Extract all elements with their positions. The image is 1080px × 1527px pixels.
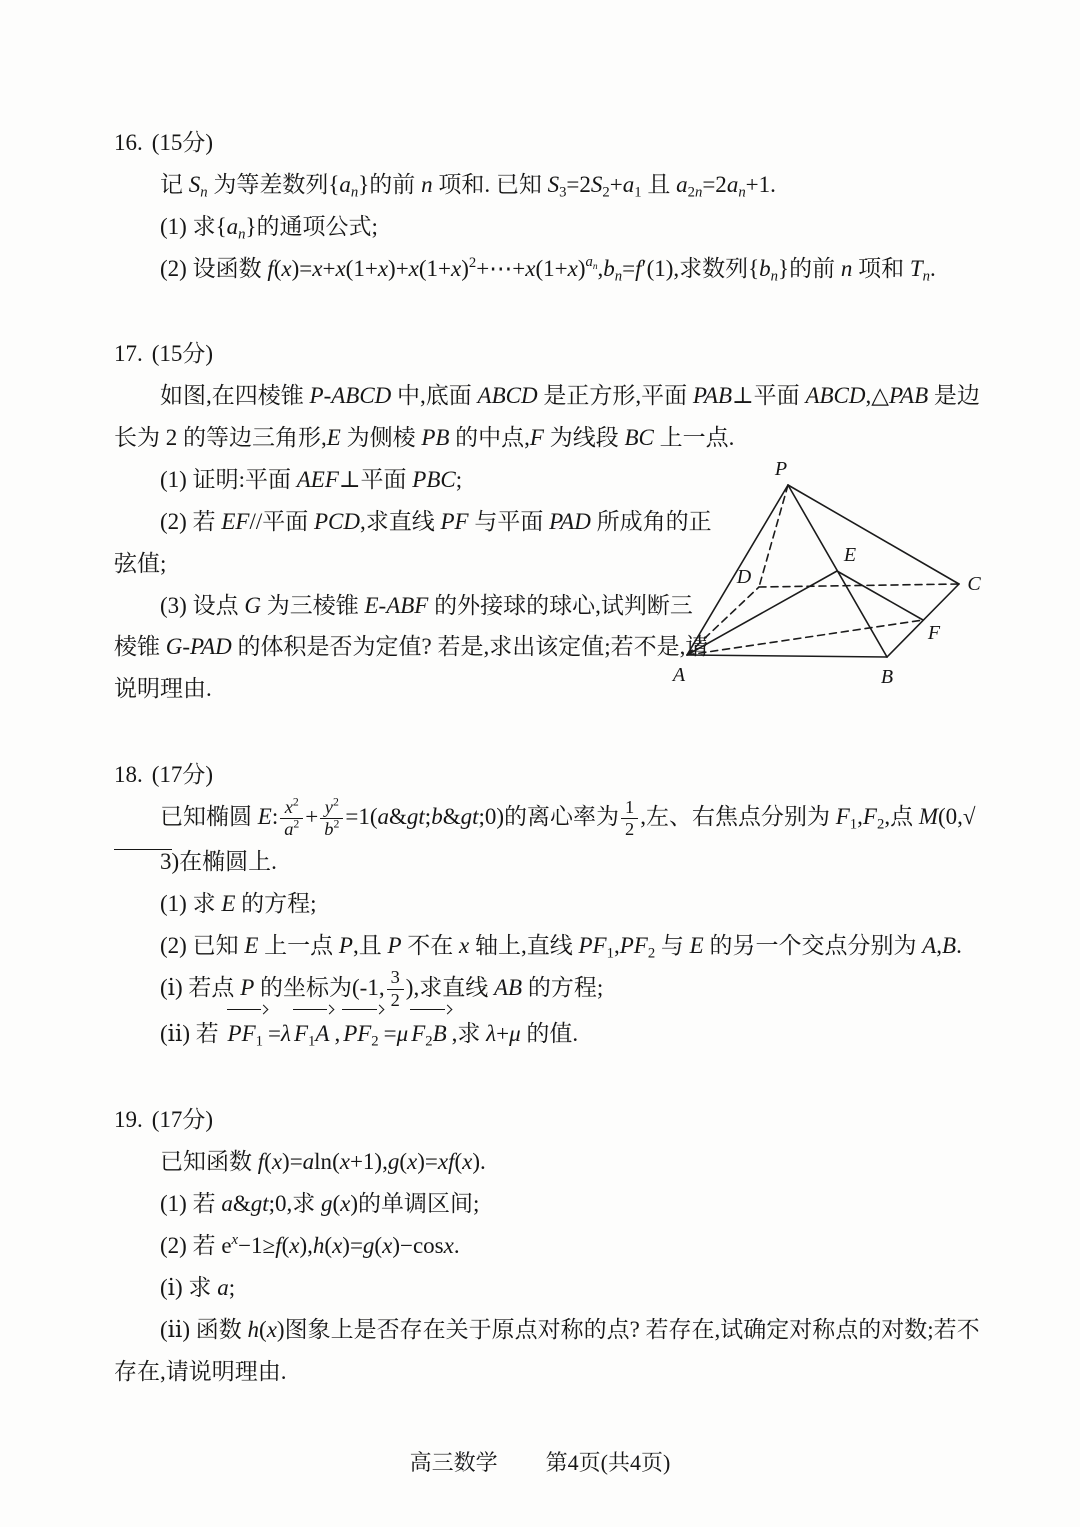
footer-page-info: 第4页(共4页) bbox=[545, 1449, 671, 1475]
problem-18-intro: 已知椭圆 E: $\frac{x^2}{a^2}$ + $\frac{y^2}{b^2}$ =1(a&gt;b&gt;0)的离心率为 $\frac{1}{2}$ ,左、右焦点分别为 $F_1,F_2$,点 M(0,√3)在椭圆上. bbox=[114, 796, 986, 883]
problem-18-header bbox=[114, 754, 986, 796]
problem-17-intro: 如图,在四棱锥 P-ABCD 中,底面 ABCD 是正方形,平面 PAB⊥平面 ABCD,△PAB 是边长为 2 的等边三角形,E 为侧棱 PB 的中点,F 为线段 BC 上一点. bbox=[114, 383, 980, 451]
problem-18-part2-ii: (ⅱ) 若 $PF_1 =\lambda$ $F_1A$ , $PF_2 =\mu$ $F_2B$ ,求 λ+μ 的值. bbox=[114, 1011, 986, 1055]
problem-18-number: 18. bbox=[114, 762, 143, 788]
problem-16-number: 16. bbox=[114, 130, 143, 155]
problem-19-part2-ii: (ⅱ) 函数 h(x)图象上是否存在关于原点对称的点? 若存在,试确定对称点的对数;若不存在,请说明理由. bbox=[114, 1316, 980, 1384]
problem-16-score: (15分) bbox=[151, 130, 214, 155]
edge-PC bbox=[788, 485, 959, 584]
problem-19-header bbox=[114, 1099, 986, 1141]
edge-PD bbox=[759, 485, 788, 587]
problem-19-intro: 已知函数 f(x)=aln(x+1),g(x)=xf(x). bbox=[160, 1149, 486, 1175]
vertex-label-C: C bbox=[967, 573, 981, 596]
edge-AF bbox=[687, 620, 923, 655]
vertex-label-E: E bbox=[843, 544, 857, 567]
problem-16-part1: (1) 求$\{a_n\}$的通项公式; bbox=[160, 213, 378, 243]
problem-19-score: (17分) bbox=[151, 1107, 214, 1133]
vertex-label-D: D bbox=[736, 566, 752, 589]
problem-17-number: 17. bbox=[114, 341, 143, 367]
edge-EF bbox=[837, 571, 923, 620]
problem-19-part2-i: (ⅰ) 求 a; bbox=[160, 1274, 236, 1300]
footer-course: 高三数学 bbox=[409, 1449, 498, 1475]
edge-AE bbox=[687, 571, 837, 655]
problem-19-number: 19. bbox=[114, 1107, 143, 1133]
problem-18-part1: (1) 求 E 的方程; bbox=[160, 890, 317, 916]
problem-16-header bbox=[114, 122, 986, 164]
vertex-label-P: P bbox=[774, 458, 788, 481]
problem-17-body bbox=[114, 459, 986, 710]
problem-16-intro: 记 $S_n$ 为等差数列$\{a_n\}$的前 n 项和. 已知 $S_3=2S_2+a_1$ 且 $a_{2n}=2a_n+1$. bbox=[160, 171, 776, 201]
problem-16-part2: (2) 设函数 $f(x)=x+x(1+x)+x(1+x)^2+\cdots+x(1+x)^{a_n},b_n=f'(1)$,求数列$\{b_n\}$的前 n 项和 $T_n$. bbox=[160, 254, 936, 285]
pyramid-figure bbox=[664, 455, 1000, 695]
vertex-label-A: A bbox=[672, 664, 686, 687]
problem-17-part1: (1) 证明:平面 AEF⊥平面 PBC; bbox=[160, 467, 463, 493]
problem-17-questions bbox=[114, 459, 714, 710]
problem-17-part3: (3) 设点 G 为三棱锥 E-ABF 的外接球的球心,试判断三棱锥 G-PAD 的体积是否为定值? 若是,求出该定值;若不是,请说明理由. bbox=[114, 592, 709, 702]
problem-19-part2: (2) 若 $e^x-1\ge f(x),h(x)=g(x)-\cos x$. bbox=[160, 1231, 460, 1258]
problem-18-score: (17分) bbox=[151, 762, 214, 788]
problem-17-score: (15分) bbox=[151, 341, 214, 367]
problem-19-part1: (1) 若 a&gt;0,求 g(x)的单调区间; bbox=[160, 1191, 480, 1217]
problem-19 bbox=[114, 1099, 986, 1392]
vertex-label-B: B bbox=[880, 666, 894, 689]
problem-17-header bbox=[114, 333, 986, 375]
edge-AB bbox=[687, 655, 887, 657]
problem-17 bbox=[114, 333, 986, 710]
problem-16 bbox=[114, 122, 986, 289]
problem-17-part2: (2) 若 EF//平面 PCD,求直线 PF 与平面 PAD 所成角的正弦值; bbox=[114, 508, 712, 576]
problem-18-part2-i: (ⅰ) 若点 P 的坐标为(-1, $\frac{3}{2}$ ),求直线 AB 的方程; bbox=[160, 967, 604, 1010]
problem-18 bbox=[114, 754, 986, 1055]
vertex-label-F: F bbox=[927, 622, 941, 645]
page-footer bbox=[0, 1443, 1080, 1483]
problem-18-part2: (2) 已知 E 上一点 P,且 P 不在 x 轴上,直线 $PF_1,PF_2$ 与 E 的另一个交点分别为 A,B. bbox=[160, 932, 962, 962]
pyramid-svg bbox=[664, 455, 1000, 695]
